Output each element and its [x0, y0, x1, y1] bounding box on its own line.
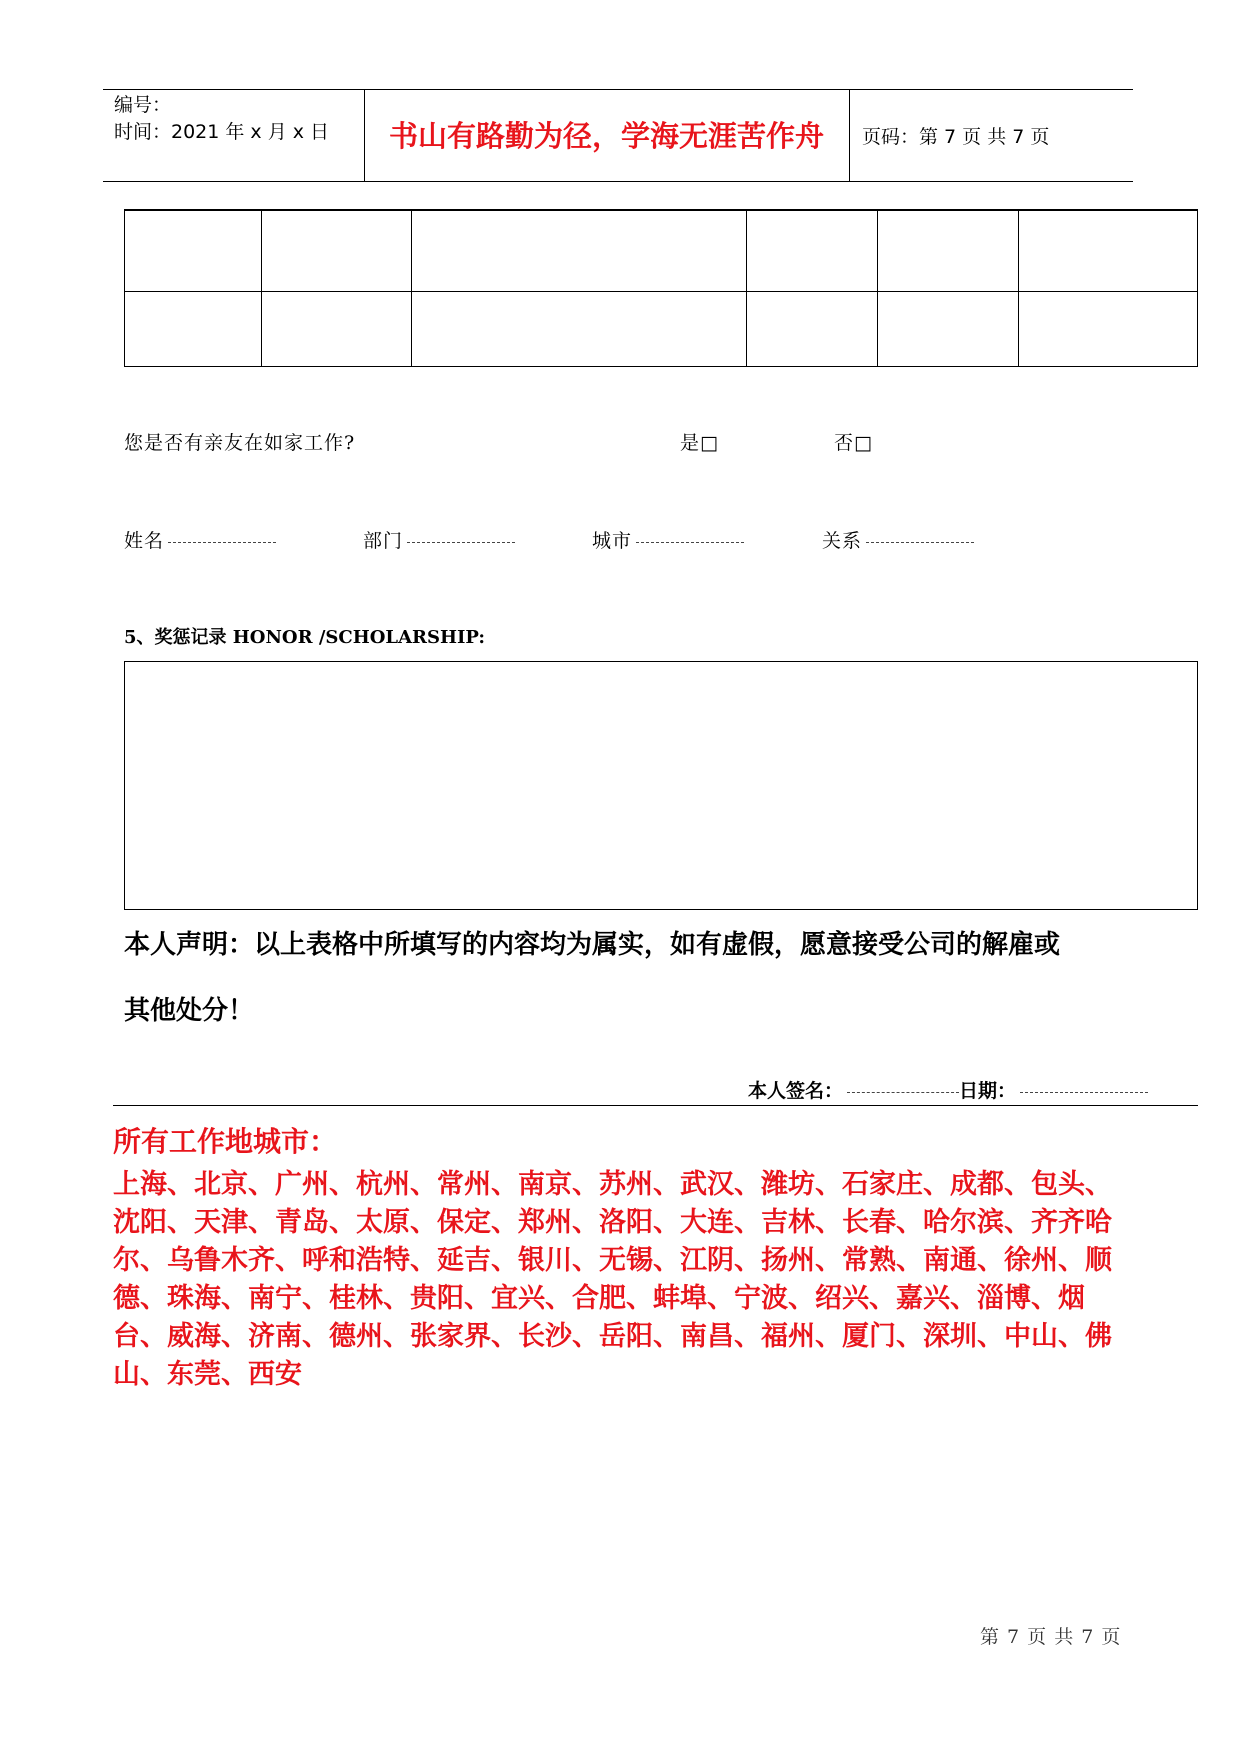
header-motto: 书山有路勤为径，学海无涯苦作舟	[388, 119, 824, 153]
header-divider-right	[849, 89, 850, 181]
relative-city-blank[interactable]	[636, 542, 744, 543]
honor-heading: 5、奖惩记录 HONOR /SCHOLARSHIP:	[124, 627, 485, 648]
relatives-no-checkbox[interactable]: 否□	[834, 432, 873, 454]
relative-dept-field[interactable]	[363, 526, 515, 553]
table-cell[interactable]	[125, 211, 262, 292]
table-cell[interactable]	[878, 291, 1019, 366]
table-cell[interactable]	[261, 211, 411, 292]
relatives-question: 您是否有亲友在如家工作?	[124, 432, 356, 454]
header-bottom-rule	[103, 181, 1133, 182]
table-cell[interactable]	[411, 211, 747, 292]
signature-blank[interactable]	[847, 1092, 959, 1093]
declaration-line-1: 本人声明：以上表格中所填写的内容均为属实，如有虚假，愿意接受公司的解雇或	[124, 930, 1061, 960]
relative-relation-field[interactable]	[822, 526, 974, 553]
relatives-yes-checkbox[interactable]: 是□	[680, 432, 719, 454]
history-table	[124, 210, 1198, 367]
table-cell[interactable]	[261, 291, 411, 366]
relative-city-label: 城市	[592, 530, 633, 552]
header-top-rule	[103, 89, 1133, 90]
table-row	[125, 211, 1198, 292]
table-cell[interactable]	[411, 291, 747, 366]
relative-name-label: 姓名	[124, 530, 165, 552]
relative-name-field[interactable]	[124, 526, 276, 553]
date-blank[interactable]	[1020, 1092, 1148, 1093]
relative-dept-blank[interactable]	[407, 542, 515, 543]
table-cell[interactable]	[1019, 291, 1198, 366]
relative-relation-blank[interactable]	[866, 542, 974, 543]
cities-title: 所有工作地城市：	[113, 1125, 338, 1158]
document-number-label: 编号：	[114, 94, 172, 116]
table-cell[interactable]	[125, 291, 262, 366]
table-cell[interactable]	[747, 211, 878, 292]
relative-dept-label: 部门	[363, 530, 404, 552]
honor-input-box[interactable]	[124, 661, 1198, 910]
page-code: 页码：第 7 页 共 7 页	[862, 126, 1050, 148]
declaration-line-2: 其他处分！	[124, 996, 255, 1026]
relative-city-field[interactable]	[592, 526, 744, 553]
document-time-label: 时间：2021 年 x 月 x 日	[114, 121, 330, 143]
table-cell[interactable]	[878, 211, 1019, 292]
date-label: 日期：	[959, 1080, 1017, 1102]
page-footer: 第 7 页 共 7 页	[980, 1626, 1122, 1648]
relative-relation-label: 关系	[822, 530, 863, 552]
cities-list: 上海、北京、广州、杭州、常州、南京、苏州、武汉、潍坊、石家庄、成都、包头、沈阳、天津、青岛、太原、保定、郑州、洛阳、大连、吉林、长春、哈尔滨、齐齐哈尔、乌鲁木齐、呼和浩特、延吉、银川、无锡、江阴、扬州、常熟、南通、徐州、顺德、珠海、南宁、桂林、贵阳、宜兴、合肥、蚌埠、宁波、绍兴、嘉兴、淄博、烟台、威海、济南、德州、张家界、长沙、岳阳、南昌、福州、厦门、深圳、中山、佛山、东莞、西安	[113, 1169, 1112, 1390]
relative-name-blank[interactable]	[168, 542, 276, 543]
signature-label: 本人签名：	[748, 1080, 844, 1102]
signature-rule	[113, 1105, 1198, 1106]
table-cell[interactable]	[747, 291, 878, 366]
table-cell[interactable]	[1019, 211, 1198, 292]
table-row	[125, 291, 1198, 366]
signature-row	[748, 1076, 1148, 1103]
